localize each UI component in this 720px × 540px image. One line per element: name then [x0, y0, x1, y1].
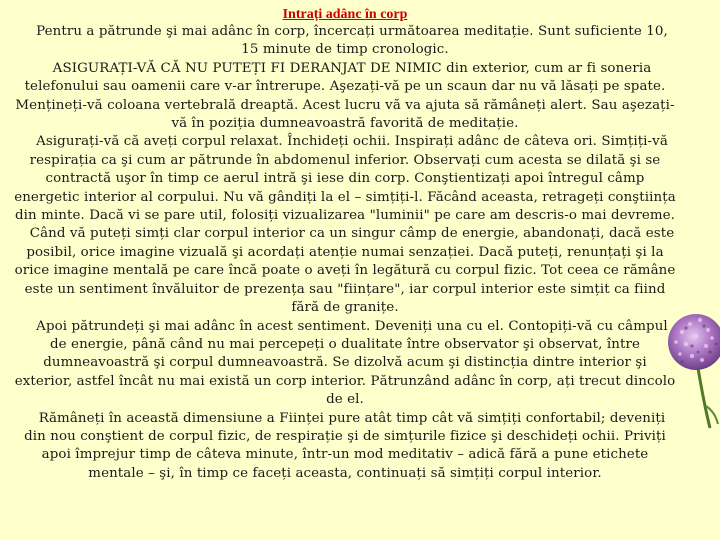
paragraph-relaxation: Asigurați-vă că aveți corpul relaxat. Închideți ochii. Inspirați adânc de câteva ori. Simțiți-vă respirația ca şi cum ar pătrunde în abdomenul inferior. Observați cum acesta se dilată şi se contractă uşor în timp ce aerul intră şi iese din corp. Conştientizați apoi întregul câmp energetic interior al corpului. Nu vă gândiți la el – simțiți-l. Făcând aceasta, retrageți conştiința din minte. Dacă vi se pare util, folosiți vizualizarea "luminii" pe care am descris-o mai devreme.	[14, 134, 676, 224]
paragraph-intro: Pentru a pătrunde şi mai adânc în corp, încercați următoarea meditație. Sunt suficiente 10, 15 minute de timp cronologic.	[36, 24, 668, 58]
slide-title: Intrați adânc în corp	[282, 7, 408, 22]
paragraph-preparation: ASIGURAȚI-VĂ CĂ NU PUTEȚI FI DERANJAT DE NIMIC din exterior, cum ar fi soneria telefonului sau oamenii care v-ar întrerupe. Aşezați-vă pe un scaun dar nu vă lăsați pe spate. Mențineți-vă coloana vertebrală dreaptă. Acest lucru vă va ajuta să rămâneți alert. Sau aşezați-vă în poziția dumneavoastră favorită de meditație.	[15, 60, 675, 132]
meditation-text	[14, 23, 676, 483]
paragraph-closing: Rămâneți în această dimensiune a Ființei pure atât timp cât vă simțiți confortabil; deveniți din nou conştient de corpul fizic, de respirație şi de simțurile fizice şi deschideți ochii. Priviți apoi împrejur timp de câteva minute, într-un mod meditativ – adică fără a pune etichete mentale – şi, în timp ce faceți aceasta, continuați să simțiți corpul interior.	[24, 410, 666, 481]
paragraph-sensation: Când vă puteți simți clar corpul interior ca un singur câmp de energie, abandonați, dacă este posibil, orice imagine vizuală şi acordați atenție numai senzației. Dacă puteți, renunțați şi la orice imagine mentală pe care încă poate o aveți în legătură cu corpul fizic. Tot ceea ce rămâne este un sentiment învăluitor de prezența sau "ființare", iar corpul interior este simțit ca fiind fără de granițe.	[14, 226, 676, 316]
paragraph-deeper: Apoi pătrundeți şi mai adânc în acest sentiment. Deveniți una cu el. Contopiți-vă cu câmpul de energie, până când nu mai percepeți o dualitate între observator şi observat, între dumneavoastră şi corpul dumneavoastră. Se dizolvă acum şi distincția dintre interior şi exterior, astfel încât nu mai există un corp interior. Pătrunzând adânc în corp, ați trecut dincolo de el.	[14, 318, 676, 408]
allium-flower-icon	[668, 306, 720, 430]
